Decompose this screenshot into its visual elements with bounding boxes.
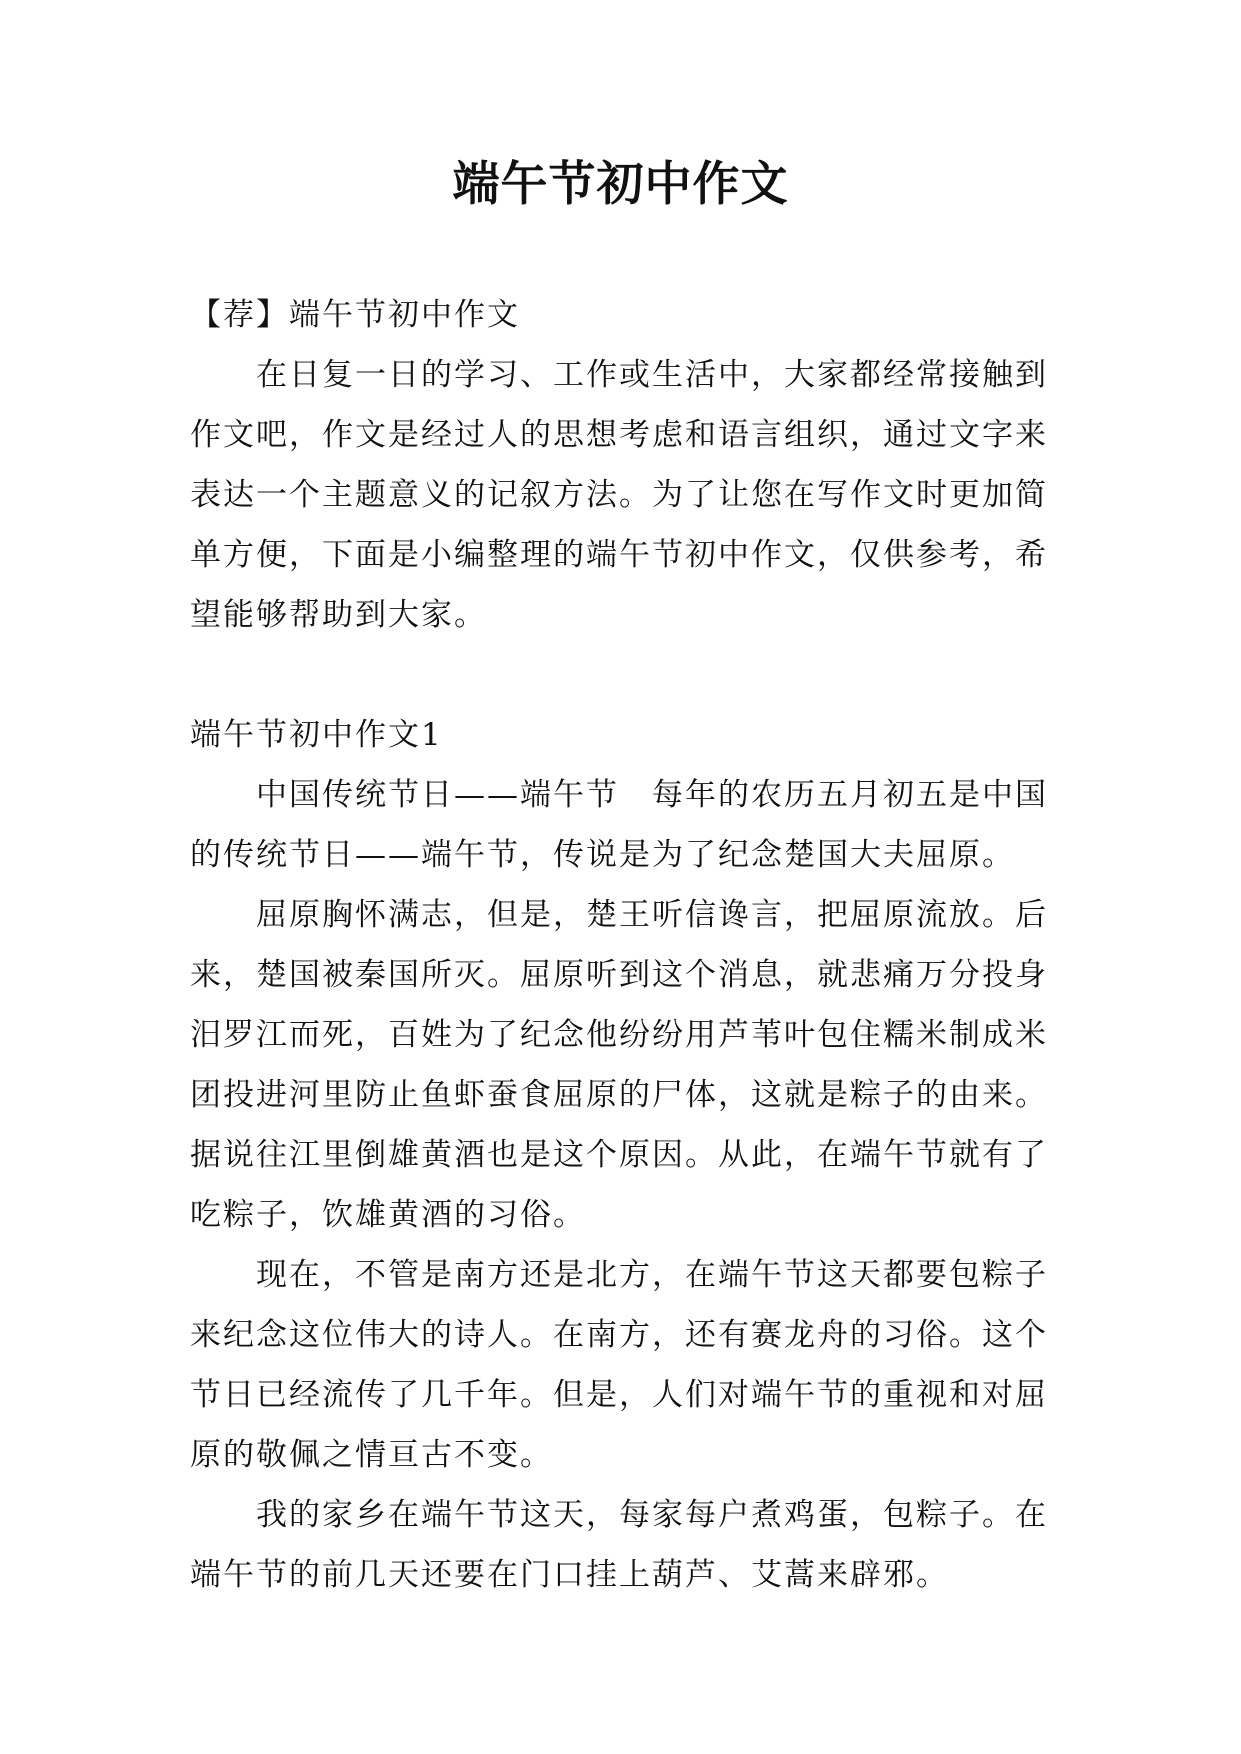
document-body — [190, 285, 1060, 1605]
essay-paragraph-4: 我的家乡在端午节这天，每家每户煮鸡蛋，包粽子。在端午节的前几天还要在门口挂上葫芦、艾蒿来辟邪。 — [190, 1497, 1048, 1593]
essay-paragraph-2: 屈原胸怀满志，但是，楚王听信谗言，把屈原流放。后来，楚国被秦国所灭。屈原听到这个消息，就悲痛万分投身汨罗江而死，百姓为了纪念他纷纷用芦苇叶包住糯米制成米团投进河里防止鱼虾蚕食屈原的尸体，这就是粽子的由来。据说往江里倒雄黄酒也是这个原因。从此，在端午节就有了吃粽子，饮雄黄酒的习俗。 — [190, 897, 1048, 1233]
section-heading: 端午节初中作文1 — [190, 717, 443, 753]
intro-paragraph: 在日复一日的学习、工作或生活中，大家都经常接触到作文吧，作文是经过人的思想考虑和语言组织，通过文字来表达一个主题意义的记叙方法。为了让您在写作文时更加简单方便，下面是小编整理的端午节初中作文，仅供参考，希望能够帮助到大家。 — [190, 357, 1048, 633]
document-title: 端午节初中作文 — [452, 157, 789, 212]
essay-paragraph-1: 中国传统节日——端午节 每年的农历五月初五是中国的传统节日——端午节，传说是为了纪念楚国大夫屈原。 — [190, 777, 1048, 873]
essay-paragraph-3: 现在，不管是南方还是北方，在端午节这天都要包粽子来纪念这位伟大的诗人。在南方，还有赛龙舟的习俗。这个节日已经流传了几千年。但是，人们对端午节的重视和对屈原的敬佩之情亘古不变。 — [190, 1257, 1048, 1473]
intro-heading: 【荐】端午节初中作文 — [190, 297, 520, 333]
